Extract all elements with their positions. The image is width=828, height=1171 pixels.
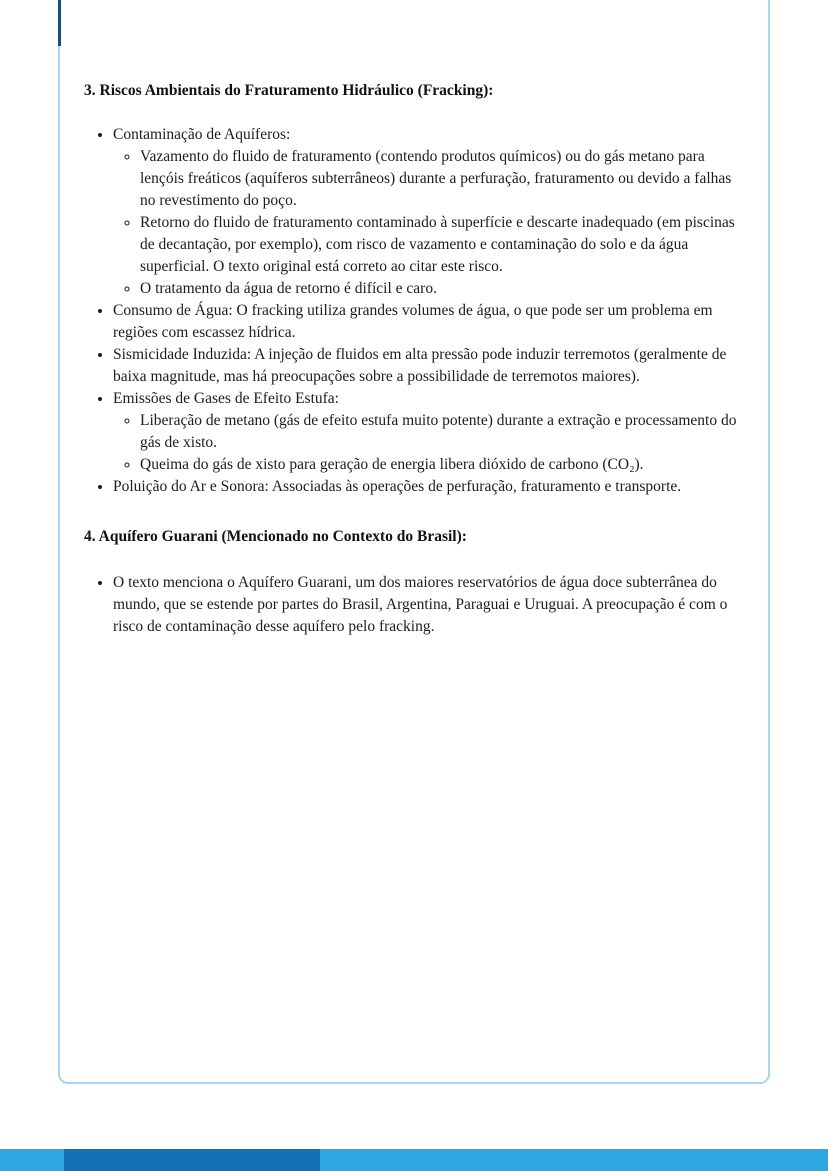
list-subitem: ◦ Queima do gás de xisto para geração de energia libera dióxido de carbono (CO₂). — [140, 454, 748, 476]
list-subitem: ◦ Retorno do fluido de fraturamento contaminado à superfície e descarte inadequado (em piscinas de decantação, por exemplo), com risco de vazamento e contaminação do solo e da água superficial. O texto original está correto ao citar este risco. — [140, 212, 748, 278]
section-3-list — [84, 124, 748, 498]
sublist — [113, 146, 748, 300]
section-4-heading: 4. Aquífero Guarani (Mencionado no Contexto do Brasil): — [84, 528, 467, 545]
sublist — [113, 410, 748, 476]
list-item — [113, 124, 748, 300]
section-4-list — [84, 572, 748, 638]
list-item — [113, 388, 748, 476]
document-content — [84, 80, 748, 638]
list-subitem: ◦ O tratamento da água de retorno é difícil e caro. — [140, 278, 748, 300]
list-subitem: ◦ Liberação de metano (gás de efeito estufa muito potente) durante a extração e processamento do gás de xisto. — [140, 410, 748, 454]
list-item-text: Emissões de Gases de Efeito Estufa: — [113, 390, 339, 407]
list-item: • O texto menciona o Aquífero Guarani, um dos maiores reservatórios de água doce subterrânea do mundo, que se estende por partes do Brasil, Argentina, Paraguai e Uruguai. A preocupação é com o risco de contaminação desse aquífero pelo fracking. — [113, 572, 748, 638]
list-item: • Consumo de Água: O fracking utiliza grandes volumes de água, o que pode ser um problema em regiões com escassez hídrica. — [113, 300, 748, 344]
list-item: • Poluição do Ar e Sonora: Associadas às operações de perfuração, fraturamento e transporte. — [113, 476, 748, 498]
section-3-heading: 3. Riscos Ambientais do Fraturamento Hidráulico (Fracking): — [84, 82, 494, 99]
horizontal-scrollbar[interactable] — [0, 1149, 828, 1171]
list-item-text: Contaminação de Aquíferos: — [113, 126, 291, 143]
scrollbar-thumb[interactable] — [64, 1149, 320, 1171]
list-subitem: ◦ Vazamento do fluido de fraturamento (contendo produtos químicos) ou do gás metano para lençóis freáticos (aquíferos subterrâneos) durante a perfuração, fraturamento ou devido a falhas no revestimento do poço. — [140, 146, 748, 212]
left-edge-marker — [58, 0, 61, 46]
list-item: • Sismicidade Induzida: A injeção de fluidos em alta pressão pode induzir terremotos (geralmente de baixa magnitude, mas há preocupações sobre a possibilidade de terremotos maiores). — [113, 344, 748, 388]
